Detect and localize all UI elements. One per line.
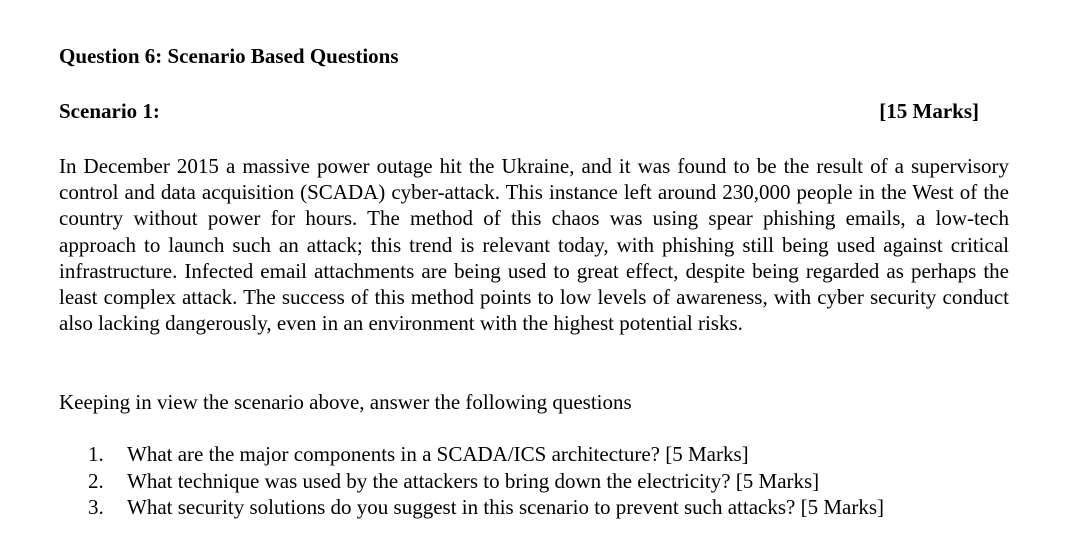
scenario-header: [59, 97, 979, 125]
scenario-paragraph: In December 2015 a massive power outage hit the Ukraine, and it was found to be the result of a supervisory control and data acquisition (SCADA) cyber-attack. This instance left around 230,000 people in the West of the country without power for hours. The method of this chaos was using spear phishing emails, a low-tech approach to launch such an attack; this trend is relevant today, with phishing still being used against critical infrastructure. Infected email attachments are being used to great effect, despite being regarded as perhaps the least complex attack. The success of this method points to low levels of awareness, with cyber security conduct also lacking dangerously, even in an environment with the highest potential risks.: [59, 154, 1009, 336]
question-number: 1.: [88, 442, 104, 466]
question-text: What technique was used by the attackers to bring down the electricity? [5 Marks]: [127, 468, 820, 493]
question-list: [88, 441, 884, 521]
question-item: [88, 468, 884, 495]
question-item: [88, 441, 884, 468]
question-title: Question 6: Scenario Based Questions: [59, 44, 399, 68]
scenario-marks: [15 Marks]: [879, 99, 979, 123]
question-item: [88, 494, 884, 521]
question-number: 3.: [88, 495, 104, 519]
question-text: What are the major components in a SCADA/ICS architecture? [5 Marks]: [127, 442, 749, 466]
scenario-label: Scenario 1:: [59, 99, 160, 123]
question-number: 2.: [88, 468, 104, 493]
instruction-text: Keeping in view the scenario above, answer the following questions: [59, 390, 632, 414]
question-text: What security solutions do you suggest in this scenario to prevent such attacks? [5 Marks]: [127, 495, 885, 519]
